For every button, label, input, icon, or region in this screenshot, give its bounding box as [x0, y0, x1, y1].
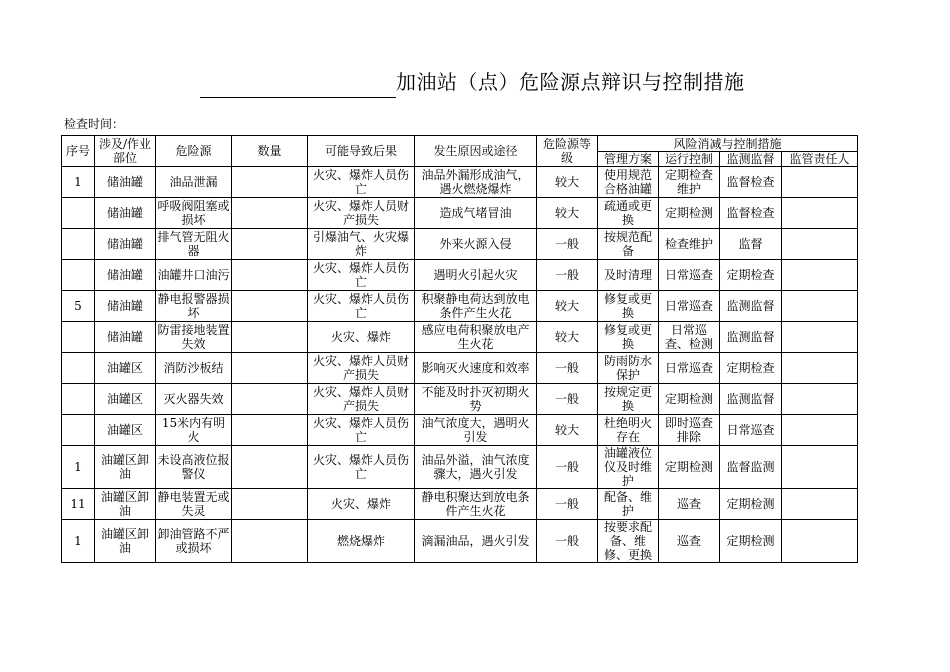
- table-row: [62, 291, 858, 322]
- header-responsible: 监管责任人: [782, 152, 858, 167]
- cell-qty: [232, 489, 308, 520]
- header-hazard: 危险源: [156, 136, 232, 167]
- cell-level: 较大: [537, 415, 598, 446]
- cell-dept: 储油罐: [95, 167, 156, 198]
- cell-seq: [62, 198, 95, 229]
- cell-cause: 外来火源入侵: [415, 229, 537, 260]
- cell-level: 一般: [537, 446, 598, 489]
- cell-resp: [782, 520, 858, 563]
- cell-seq: 1: [62, 167, 95, 198]
- cell-consequence: 火灾、爆炸人员伤亡: [308, 260, 415, 291]
- page-title: 加油站（点）危险源点辩识与控制措施: [396, 70, 745, 94]
- cell-qty: [232, 167, 308, 198]
- table-row: [62, 167, 858, 198]
- cell-hazard: 消防沙板结: [156, 353, 232, 384]
- header-mgmt: 管理方案: [598, 152, 659, 167]
- cell-mgmt: 修复或更换: [598, 291, 659, 322]
- cell-qty: [232, 260, 308, 291]
- cell-run: 日常巡查: [659, 291, 720, 322]
- cell-mgmt: 配备、维护: [598, 489, 659, 520]
- cell-consequence: 火灾、爆炸: [308, 489, 415, 520]
- cell-hazard: 防雷接地装置失效: [157, 323, 230, 351]
- cell-consequence: 燃烧爆炸: [308, 520, 415, 563]
- header-monitor: 监测监督: [720, 152, 782, 167]
- cell-consequence: 火灾、爆炸: [308, 322, 415, 353]
- cell-qty: [232, 520, 308, 563]
- cell-level: 一般: [537, 353, 598, 384]
- cell-run: 日常巡查: [659, 353, 720, 384]
- cell-run: 定期检查维护: [659, 167, 720, 198]
- table-row: [62, 322, 858, 353]
- cell-mgmt: 油罐液位仪及时维护: [598, 446, 659, 489]
- cell-hazard: 未设高液位报警仪: [156, 446, 232, 489]
- cell-resp: [782, 489, 858, 520]
- cell-seq: [62, 229, 95, 260]
- cell-resp: [782, 260, 858, 291]
- cell-level: 一般: [537, 260, 598, 291]
- cell-hazard: 静电报警器损坏: [157, 292, 230, 320]
- header-cause: 发生原因或途径: [415, 136, 537, 167]
- cell-consequence: 引爆油气、火灾爆炸: [308, 229, 415, 260]
- table-row: [62, 384, 858, 415]
- cell-qty: [232, 198, 308, 229]
- cell-cause: 感应电荷积聚放电产生火花: [415, 322, 537, 353]
- cell-seq: 1: [62, 520, 95, 563]
- header-measures: 风险消减与控制措施: [598, 136, 858, 152]
- cell-level: 一般: [537, 489, 598, 520]
- cell-monitor: 监测监督: [720, 384, 782, 415]
- cell-dept: 储油罐: [95, 291, 156, 322]
- cell-cause: 影响灭火速度和效率: [415, 353, 537, 384]
- cell-dept: 油罐区: [95, 384, 156, 415]
- header-dept: 涉及/作业部位: [95, 136, 156, 167]
- cell-monitor: 监督检查: [720, 198, 782, 229]
- header-level: 危险源等级: [537, 136, 598, 167]
- cell-seq: 11: [62, 489, 95, 520]
- cell-mgmt: 按规定更换: [598, 384, 659, 415]
- cell-dept: 油罐区卸油: [95, 489, 156, 520]
- cell-seq: 5: [62, 291, 95, 322]
- cell-monitor: 监督: [720, 229, 782, 260]
- cell-cause: 不能及时扑灭初期火势: [415, 384, 537, 415]
- cell-dept: 油罐区: [95, 415, 156, 446]
- cell-mgmt: 使用规范合格油罐: [598, 167, 659, 198]
- cell-hazard: 排气管无阻火器: [157, 230, 230, 258]
- cell-monitor: 定期检查: [720, 353, 782, 384]
- cell-resp: [782, 229, 858, 260]
- cell-hazard: 静电装置无或失灵: [157, 490, 230, 518]
- cell-consequence: 火灾、爆炸人员伤亡: [308, 167, 415, 198]
- table-row: [62, 229, 858, 260]
- cell-cause: 油气浓度大，遇明火引发: [415, 415, 537, 446]
- cell-cause: 滴漏油品，遇火引发: [415, 520, 537, 563]
- cell-seq: 1: [62, 446, 95, 489]
- cell-hazard: 15米内有明火: [156, 415, 232, 446]
- table-row: [62, 353, 858, 384]
- table-row: [62, 489, 858, 520]
- table-row: [62, 520, 858, 563]
- cell-consequence: 火灾、爆炸人员伤亡: [308, 291, 415, 322]
- cell-level: 较大: [537, 291, 598, 322]
- cell-run: 检查维护: [659, 229, 720, 260]
- cell-seq: [62, 353, 95, 384]
- cell-resp: [782, 291, 858, 322]
- title-underline: [200, 97, 396, 98]
- cell-monitor: 日常巡查: [720, 415, 782, 446]
- table-body: [62, 167, 858, 563]
- cell-resp: [782, 415, 858, 446]
- cell-seq: [62, 415, 95, 446]
- cell-hazard: 灭火器失效: [156, 384, 232, 415]
- cell-resp: [782, 322, 858, 353]
- cell-mgmt: 按要求配备、维修、更换: [598, 520, 659, 563]
- cell-dept: 储油罐: [95, 260, 156, 291]
- cell-qty: [232, 322, 308, 353]
- cell-run: 即时巡查排除: [659, 415, 720, 446]
- cell-qty: [232, 353, 308, 384]
- cell-run: 巡查: [659, 489, 720, 520]
- cell-level: 一般: [537, 384, 598, 415]
- cell-dept: 油罐区: [95, 353, 156, 384]
- cell-cause: 油品外溢，油气浓度骤大，遇火引发: [415, 446, 537, 489]
- table-row: [62, 415, 858, 446]
- cell-consequence: 火灾、爆炸人员伤亡: [308, 415, 415, 446]
- cell-mgmt: 疏通或更换: [598, 198, 659, 229]
- cell-dept: 储油罐: [95, 229, 156, 260]
- cell-monitor: 定期检测: [720, 489, 782, 520]
- cell-run: 巡查: [659, 520, 720, 563]
- cell-dept: 储油罐: [95, 198, 156, 229]
- cell-mgmt: 修复或更换: [598, 322, 659, 353]
- cell-qty: [232, 291, 308, 322]
- cell-resp: [782, 353, 858, 384]
- cell-monitor: 监督监测: [720, 446, 782, 489]
- cell-cause: 静电积聚达到放电条件产生火花: [415, 489, 537, 520]
- cell-run: 定期检测: [659, 446, 720, 489]
- header-seq: 序号: [62, 136, 95, 167]
- cell-cause: 遇明火引起火灾: [415, 260, 537, 291]
- cell-mgmt: 防雨防水保护: [598, 353, 659, 384]
- cell-dept: 储油罐: [95, 322, 156, 353]
- cell-consequence: 火灾、爆炸人员财产损失: [308, 384, 415, 415]
- header-consequence: 可能导致后果: [308, 136, 415, 167]
- cell-resp: [782, 446, 858, 489]
- cell-run: 日常巡查、检测: [659, 322, 720, 353]
- cell-seq: [62, 322, 95, 353]
- cell-cause: 造成气堵冒油: [415, 198, 537, 229]
- cell-monitor: 定期检测: [720, 520, 782, 563]
- cell-hazard: 油罐井口油污: [156, 260, 232, 291]
- cell-resp: [782, 198, 858, 229]
- cell-level: 较大: [537, 322, 598, 353]
- header-qty: 数量: [232, 136, 308, 167]
- table-row: [62, 260, 858, 291]
- hazard-table: [61, 135, 858, 563]
- cell-seq: [62, 384, 95, 415]
- table-row: [62, 446, 858, 489]
- table-row: [62, 198, 858, 229]
- cell-cause: 积聚静电荷达到放电条件产生火花: [415, 291, 537, 322]
- cell-consequence: 火灾、爆炸人员财产损失: [308, 198, 415, 229]
- cell-level: 较大: [537, 167, 598, 198]
- cell-dept: 油罐区卸油: [95, 446, 156, 489]
- cell-monitor: 定期检查: [720, 260, 782, 291]
- cell-hazard: 呼吸阀阻塞或损坏: [157, 199, 230, 227]
- cell-monitor: 监测监督: [720, 291, 782, 322]
- cell-mgmt: 及时清理: [598, 260, 659, 291]
- cell-cause: 油品外漏形成油气，遇火燃烧爆炸: [415, 167, 537, 198]
- cell-mgmt: 杜绝明火存在: [598, 415, 659, 446]
- cell-run: 定期检测: [659, 198, 720, 229]
- cell-resp: [782, 167, 858, 198]
- header-run: 运行控制: [659, 152, 720, 167]
- cell-qty: [232, 446, 308, 489]
- cell-monitor: 监督检查: [720, 167, 782, 198]
- cell-level: 一般: [537, 520, 598, 563]
- cell-mgmt: 按规范配备: [598, 229, 659, 260]
- cell-run: 定期检测: [659, 384, 720, 415]
- cell-qty: [232, 229, 308, 260]
- cell-consequence: 火灾、爆炸人员财产损失: [308, 353, 415, 384]
- cell-level: 一般: [537, 229, 598, 260]
- cell-level: 较大: [537, 198, 598, 229]
- cell-consequence: 火灾、爆炸人员伤亡: [308, 446, 415, 489]
- cell-qty: [232, 384, 308, 415]
- cell-dept: 油罐区卸油: [95, 520, 156, 563]
- cell-seq: [62, 260, 95, 291]
- cell-hazard: 卸油管路不严或损坏: [156, 520, 232, 563]
- check-time-label: 检查时间：: [64, 117, 125, 131]
- cell-monitor: 监测监督: [720, 322, 782, 353]
- cell-qty: [232, 415, 308, 446]
- cell-resp: [782, 384, 858, 415]
- cell-hazard: 油品泄漏: [156, 167, 232, 198]
- cell-run: 日常巡查: [659, 260, 720, 291]
